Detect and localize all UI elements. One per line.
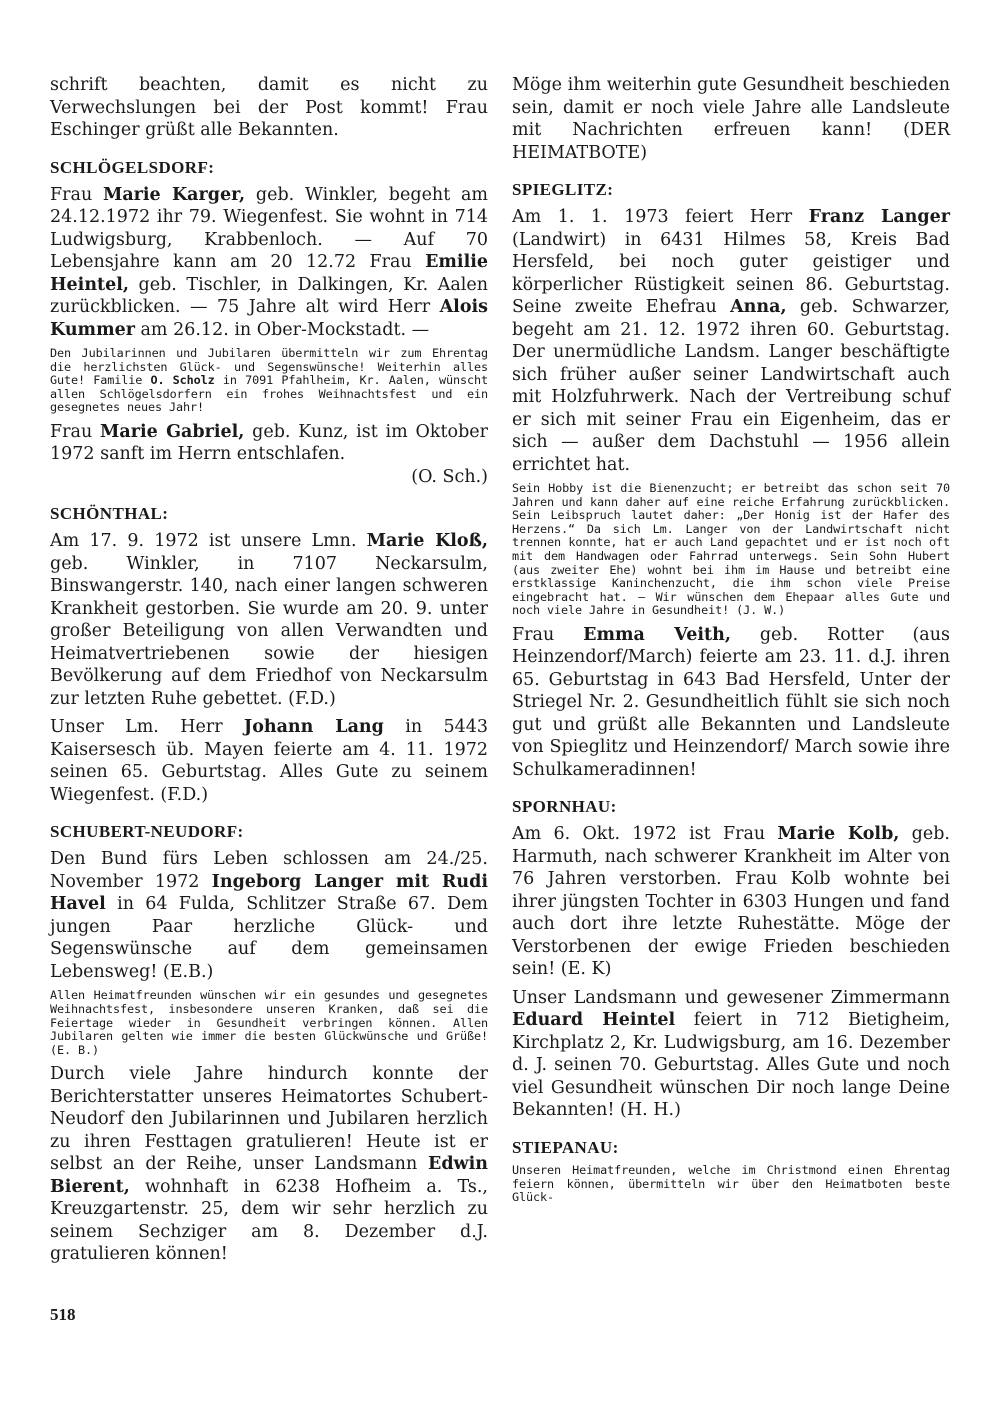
small-print-paragraph — [512, 482, 950, 618]
text-run: Am 1. 1. 1973 feiert Herr — [512, 207, 809, 227]
text-run: Frau — [50, 184, 103, 205]
person-name: Marie Karger, — [102, 184, 246, 205]
paragraph — [50, 421, 488, 489]
person-name: Marie Kloß, — [366, 531, 488, 552]
paragraph — [512, 74, 950, 164]
person-name: Emma Veith, — [583, 624, 731, 645]
text-run: geb. Harmuth, nach schwerer Krankheit im Alter von 76 Jahren verstorben. Frau Kolb wohnte bei ihrer jüngsten Tochter in 6303 Hungen und fand auch dort ihre letzte Ruhestätte. Möge der Verstorbenen der ewige Frieden beschieden sein! (E. K) — [512, 824, 950, 980]
left-column — [50, 74, 488, 1272]
page-number: 518 — [50, 1305, 76, 1324]
small-print-paragraph — [50, 989, 488, 1057]
section-heading: STIEPANAU: — [512, 1137, 619, 1157]
person-name: Franz Langer — [808, 207, 950, 227]
person-name: Eduard Heintel — [512, 1010, 676, 1031]
paragraph — [512, 987, 950, 1122]
text-run: Am 17. 9. 1972 ist unsere Lmn. — [50, 531, 367, 552]
paragraph — [50, 530, 488, 710]
text-run: geb. Winkler, begeht am 24.12.1972 ihr 79. Wiegenfest. Sie wohnt in 714 Ludwigsburg, Krabbenloch. — Auf 70 Lebensjahre kann am 20 12.72 Frau — [50, 184, 489, 272]
text-run: Frau — [512, 624, 584, 645]
right-column — [512, 74, 950, 1211]
section-heading: SCHÖNTHAL: — [50, 504, 169, 524]
text-run: geb. Rotter (aus Heinzendorf/March) feierte am 23. 11. d.J. ihren 65. Geburtstag in 643 Bad Hersfeld, Unter der Striegel Nr. 2. Gesundheitlich fühlt sie sich noch gut und grüßt alle Bekannten und Landsleute von Spieglitz und Heinzendorf/ March sowie ihre Schulkameradinnen! — [512, 624, 950, 780]
person-name: Marie Kolb, — [777, 824, 900, 845]
person-name: Edwin Bierent, — [50, 1154, 488, 1197]
section-heading: SCHUBERT-NEUDORF: — [50, 822, 244, 842]
text-run: geb. Schwarzer, begeht am 21. 12. 1972 ihren 60. Geburtstag. Der unermüdliche Landsm. Langer beschäftigte sich früher außer seiner Landwirtschaft auch mit Holzfuhrwerk. Nach der Vertreibung schuf er sich mit seiner Frau ein Eigenheim, das er sich — außer dem Dachstuhl — 1956 allein errichtet hat. — [512, 297, 950, 475]
paragraph — [50, 716, 488, 806]
section-heading: SCHLÖGELSDORF: — [50, 157, 215, 177]
text-run: in 7091 Pfahlheim, Kr. Aalen, wünscht allen Schlögelsdorfern ein frohes Weihnachtsfest und ein gesegnetes neues Jahr! — [50, 373, 488, 415]
section-heading: SPORNHAU: — [512, 797, 617, 817]
person-name: O. Scholz — [150, 373, 215, 388]
text-run: wohnhaft in 6238 Hofheim a. Ts., Kreuzgartenstr. 25, dem wir sehr herzlich zu seinem Sechziger am 8. Dezember d.J. gratulieren können! — [50, 1176, 488, 1265]
person-name: Johann Lang — [243, 717, 384, 738]
text-run: in 5443 Kaisersesch üb. Mayen feierte am 4. 11. 1972 seinen 65. Geburtstag. Alles Gute zu seinem Wiegenfest. (F.D.) — [50, 717, 488, 805]
person-name: Marie Gabriel, — [100, 421, 245, 442]
person-name: Ingeborg Langer mit Rudi Havel — [50, 871, 488, 915]
person-name: Anna, — [730, 297, 787, 317]
text-run: Den Bund fürs Leben schlossen am 24./25. November 1972 — [50, 849, 488, 892]
paragraph — [512, 624, 950, 782]
text-run: (Landwirt) in 6431 Hilmes 58, Kreis Bad Hersfeld, bei noch guter geistiger und körperlicher Rüstigkeit seinen 86. Geburtstag. Seine zweite Ehefrau — [512, 229, 950, 317]
text-run: Möge ihm weiterhin gute Gesundheit beschieden sein, damit er noch viele Jahre alle Landsleute mit Nachrichten erfreuen kann! (DER HEIMATBOTE) — [512, 75, 950, 163]
text-run: Sein Hobby ist die Bienenzucht; er betreibt das schon seit 70 Jahren und kann daher auf eine reiche Erfahrung zurückblicken. Sein Leibspruch lautet daher: „Der Honig ist der Hafer des Herzens.“ Da sich Lm. Langer von der Landwirtschaft nicht trennen konnte, hat er auch Land gepachtet und er ist noch oft mit dem Handwagen oder Fahrrad unterwegs. Sein Sohn Hubert (aus zweiter Ehe) wohnt bei ihm im Hause und betreibt eine erstklassige Kaninchenzucht, die ihm schon viele Preise eingebracht hat. — Wir wünschen dem Ehepaar alles Gute und noch viele Jahre in Gesundheit! (J. W.) — [512, 481, 950, 618]
text-run: Unser Lm. Herr — [50, 717, 244, 738]
text-run: feiert in 712 Bietigheim, Kirchplatz 2, Kr. Ludwigsburg, am 16. Dezember d. J. seinen 70. Geburtstag. Alles Gute und noch viel Gesundheit wünschen Dir noch lange Deine Bekannten! (H. H.) — [512, 1010, 951, 1121]
text-run: am 26.12. in Ober-Mockstadt. — — [134, 319, 430, 340]
text-run: Allen Heimatfreunden wünschen wir ein gesundes und gesegnetes Weihnachtsfest, insbesondere unseren Kranken, daß sei die Feiertage wieder in Gesundheit verbringen können. Allen Jubilaren gelten wie immer die besten Glückwünsche und Grüße! (E. B.) — [50, 988, 488, 1057]
paragraph — [50, 1063, 488, 1266]
small-print-paragraph — [512, 1164, 950, 1205]
text-run: Unseren Heimatfreunden, welche im Christmond einen Ehrentag feiern können, übermitteln wir über den Heimatboten beste Glück- — [512, 1162, 950, 1205]
paragraph — [50, 74, 488, 142]
paragraph — [50, 184, 488, 342]
person-name: Alois Kummer — [50, 297, 488, 340]
text-run: Den Jubilarinnen und Jubilaren übermitteln wir zum Ehrentag die herzlichsten Glück- und Segenswünsche! Weiterhin alles Gute! Familie — [50, 346, 488, 388]
text-run: Am 6. Okt. 1972 ist Frau — [512, 824, 778, 845]
signature-initials: (O. Sch.) — [411, 466, 488, 487]
small-print-paragraph — [50, 347, 488, 415]
paragraph — [512, 823, 950, 981]
text-run: geb. Winkler, in 7107 Neckarsulm, Binswangerstr. 140, nach einer langen schweren Krankheit gestorben. Sie wurde am 20. 9. unter großer Beteiligung von allen Verwandten und Heimatvertriebenen sowie der hiesigen Bevölkerung auf dem Friedhof von Neckarsulm zur letzten Ruhe gebettet. (F.D.) — [50, 553, 488, 709]
text-run: schrift beachten, damit es nicht zu Verwechslungen bei der Post kommt! Frau Eschinger grüßt alle Bekannten. — [50, 75, 488, 140]
text-run: Unser Landsmann und gewesener Zimmermann — [512, 987, 950, 1008]
text-run: Frau — [50, 421, 101, 442]
paragraph — [50, 848, 488, 983]
text-run: Durch viele Jahre hindurch konnte der Berichterstatter unseres Heimatortes Schubert-Neudorf den Jubilarinnen und Jubilaren herzlich zu ihren Festtagen gratulieren! Heute ist er selbst an der Reihe, unser Landsmann — [50, 1064, 488, 1175]
section-heading: SPIEGLITZ: — [512, 180, 614, 199]
text-run: geb. Kunz, ist im Oktober 1972 sanft im Herrn entschlafen. — [50, 421, 488, 465]
text-run: geb. Tischler, in Dalkingen, Kr. Aalen zurückblicken. — 75 Jahre alt wird Herr — [50, 274, 488, 317]
text-run: in 64 Fulda, Schlitzer Straße 67. Dem jungen Paar herzliche Glück- und Segenswünsche auf dem gemeinsamen Lebensweg! (E.B.) — [50, 894, 488, 982]
paragraph — [512, 206, 950, 476]
person-name: Emilie Heintel, — [50, 252, 488, 295]
